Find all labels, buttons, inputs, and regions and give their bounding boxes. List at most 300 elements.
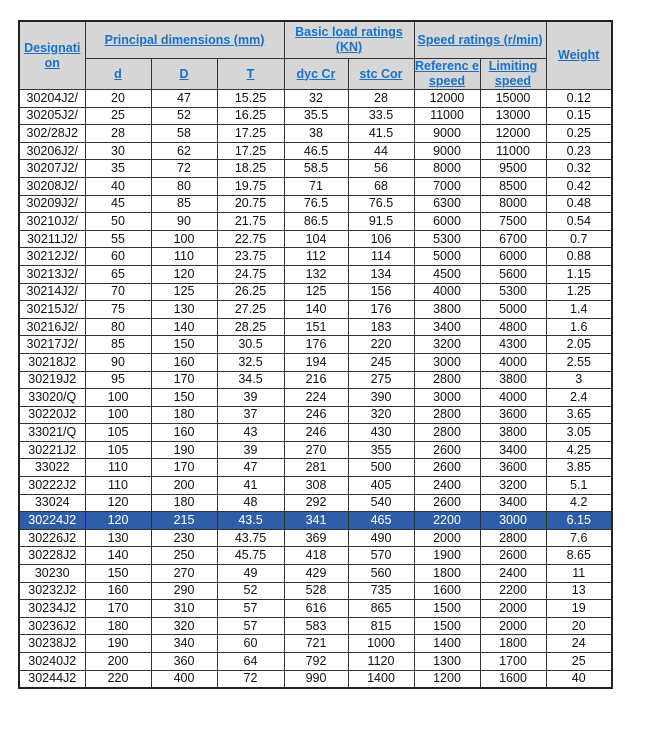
cell-weight: 0.15 bbox=[546, 107, 612, 125]
cell-stc-cor: 355 bbox=[348, 441, 414, 459]
cell-d: 160 bbox=[85, 582, 151, 600]
cell-weight: 19 bbox=[546, 600, 612, 618]
cell-weight: 0.42 bbox=[546, 177, 612, 195]
header-speed-ratings: Speed ratings (r/min) bbox=[414, 21, 546, 59]
cell-designation: 30222J2 bbox=[19, 477, 85, 495]
cell-limiting-speed: 1600 bbox=[480, 670, 546, 688]
table-row bbox=[19, 195, 612, 213]
cell-reference-speed: 2200 bbox=[414, 512, 480, 530]
cell-D: 130 bbox=[151, 301, 217, 319]
cell-weight: 2.4 bbox=[546, 389, 612, 407]
cell-D: 110 bbox=[151, 248, 217, 266]
cell-T: 57 bbox=[217, 600, 284, 618]
cell-T: 60 bbox=[217, 635, 284, 653]
table-row bbox=[19, 617, 612, 635]
cell-limiting-speed: 8500 bbox=[480, 177, 546, 195]
table-header bbox=[19, 21, 612, 90]
cell-designation: 33020/Q bbox=[19, 389, 85, 407]
cell-stc-cor: 114 bbox=[348, 248, 414, 266]
cell-stc-cor: 490 bbox=[348, 529, 414, 547]
cell-weight: 0.25 bbox=[546, 125, 612, 143]
cell-reference-speed: 5000 bbox=[414, 248, 480, 266]
cell-weight: 2.55 bbox=[546, 353, 612, 371]
cell-T: 43.75 bbox=[217, 529, 284, 547]
cell-stc-cor: 44 bbox=[348, 142, 414, 160]
cell-dyc-cr: 112 bbox=[284, 248, 348, 266]
cell-stc-cor: 220 bbox=[348, 336, 414, 354]
table-row bbox=[19, 600, 612, 618]
cell-designation: 30238J2 bbox=[19, 635, 85, 653]
table-row bbox=[19, 213, 612, 231]
cell-d: 35 bbox=[85, 160, 151, 178]
cell-weight: 3.05 bbox=[546, 424, 612, 442]
cell-D: 52 bbox=[151, 107, 217, 125]
cell-dyc-cr: 341 bbox=[284, 512, 348, 530]
cell-D: 160 bbox=[151, 353, 217, 371]
cell-designation: 30221J2 bbox=[19, 441, 85, 459]
cell-reference-speed: 5300 bbox=[414, 230, 480, 248]
cell-limiting-speed: 5000 bbox=[480, 301, 546, 319]
cell-D: 360 bbox=[151, 653, 217, 671]
cell-designation: 30232J2 bbox=[19, 582, 85, 600]
cell-T: 64 bbox=[217, 653, 284, 671]
cell-reference-speed: 3000 bbox=[414, 389, 480, 407]
cell-weight: 4.25 bbox=[546, 441, 612, 459]
cell-designation: 33021/Q bbox=[19, 424, 85, 442]
cell-reference-speed: 1300 bbox=[414, 653, 480, 671]
cell-dyc-cr: 76.5 bbox=[284, 195, 348, 213]
table-row bbox=[19, 283, 612, 301]
cell-reference-speed: 1900 bbox=[414, 547, 480, 565]
cell-weight: 0.48 bbox=[546, 195, 612, 213]
cell-dyc-cr: 176 bbox=[284, 336, 348, 354]
cell-weight: 6.15 bbox=[546, 512, 612, 530]
cell-limiting-speed: 4300 bbox=[480, 336, 546, 354]
cell-limiting-speed: 6700 bbox=[480, 230, 546, 248]
cell-dyc-cr: 194 bbox=[284, 353, 348, 371]
cell-reference-speed: 1800 bbox=[414, 565, 480, 583]
cell-reference-speed: 8000 bbox=[414, 160, 480, 178]
cell-stc-cor: 245 bbox=[348, 353, 414, 371]
cell-T: 26.25 bbox=[217, 283, 284, 301]
cell-reference-speed: 3800 bbox=[414, 301, 480, 319]
cell-limiting-speed: 6000 bbox=[480, 248, 546, 266]
cell-dyc-cr: 46.5 bbox=[284, 142, 348, 160]
table-row bbox=[19, 177, 612, 195]
cell-weight: 0.88 bbox=[546, 248, 612, 266]
cell-d: 100 bbox=[85, 406, 151, 424]
cell-reference-speed: 9000 bbox=[414, 125, 480, 143]
cell-weight: 3 bbox=[546, 371, 612, 389]
cell-T: 39 bbox=[217, 389, 284, 407]
cell-stc-cor: 33.5 bbox=[348, 107, 414, 125]
cell-designation: 30226J2 bbox=[19, 529, 85, 547]
cell-dyc-cr: 216 bbox=[284, 371, 348, 389]
cell-D: 400 bbox=[151, 670, 217, 688]
header-T: T bbox=[217, 59, 284, 90]
cell-dyc-cr: 308 bbox=[284, 477, 348, 495]
cell-T: 32.5 bbox=[217, 353, 284, 371]
cell-reference-speed: 1200 bbox=[414, 670, 480, 688]
cell-limiting-speed: 3600 bbox=[480, 406, 546, 424]
cell-reference-speed: 2600 bbox=[414, 459, 480, 477]
cell-d: 60 bbox=[85, 248, 151, 266]
cell-reference-speed: 1600 bbox=[414, 582, 480, 600]
cell-limiting-speed: 7500 bbox=[480, 213, 546, 231]
cell-weight: 1.15 bbox=[546, 265, 612, 283]
cell-reference-speed: 4000 bbox=[414, 283, 480, 301]
cell-d: 90 bbox=[85, 353, 151, 371]
cell-stc-cor: 156 bbox=[348, 283, 414, 301]
cell-D: 47 bbox=[151, 90, 217, 108]
cell-weight: 40 bbox=[546, 670, 612, 688]
table-row bbox=[19, 635, 612, 653]
cell-designation: 30204J2/ bbox=[19, 90, 85, 108]
cell-D: 250 bbox=[151, 547, 217, 565]
cell-D: 215 bbox=[151, 512, 217, 530]
table-row bbox=[19, 265, 612, 283]
table-row bbox=[19, 142, 612, 160]
cell-stc-cor: 430 bbox=[348, 424, 414, 442]
cell-designation: 30214J2/ bbox=[19, 283, 85, 301]
cell-d: 190 bbox=[85, 635, 151, 653]
cell-limiting-speed: 9500 bbox=[480, 160, 546, 178]
table-row bbox=[19, 565, 612, 583]
cell-weight: 0.12 bbox=[546, 90, 612, 108]
cell-designation: 30234J2 bbox=[19, 600, 85, 618]
header-D: D bbox=[151, 59, 217, 90]
cell-weight: 8.65 bbox=[546, 547, 612, 565]
cell-d: 110 bbox=[85, 459, 151, 477]
table-row bbox=[19, 406, 612, 424]
table-row bbox=[19, 494, 612, 512]
cell-T: 45.75 bbox=[217, 547, 284, 565]
cell-designation: 30210J2/ bbox=[19, 213, 85, 231]
table-row bbox=[19, 318, 612, 336]
cell-T: 23.75 bbox=[217, 248, 284, 266]
cell-D: 170 bbox=[151, 371, 217, 389]
header-basic-load-ratings: Basic load ratings (KN) bbox=[284, 21, 414, 59]
cell-dyc-cr: 721 bbox=[284, 635, 348, 653]
cell-designation: 30218J2 bbox=[19, 353, 85, 371]
header-d: d bbox=[85, 59, 151, 90]
cell-designation: 33024 bbox=[19, 494, 85, 512]
cell-D: 150 bbox=[151, 389, 217, 407]
cell-d: 50 bbox=[85, 213, 151, 231]
cell-dyc-cr: 86.5 bbox=[284, 213, 348, 231]
cell-stc-cor: 735 bbox=[348, 582, 414, 600]
cell-d: 25 bbox=[85, 107, 151, 125]
cell-T: 16.25 bbox=[217, 107, 284, 125]
cell-limiting-speed: 3400 bbox=[480, 441, 546, 459]
header-limiting-speed: Limiting speed bbox=[480, 59, 546, 90]
cell-d: 55 bbox=[85, 230, 151, 248]
cell-T: 47 bbox=[217, 459, 284, 477]
table-row bbox=[19, 371, 612, 389]
cell-T: 28.25 bbox=[217, 318, 284, 336]
cell-stc-cor: 183 bbox=[348, 318, 414, 336]
cell-weight: 1.4 bbox=[546, 301, 612, 319]
cell-T: 57 bbox=[217, 617, 284, 635]
cell-stc-cor: 500 bbox=[348, 459, 414, 477]
cell-d: 200 bbox=[85, 653, 151, 671]
cell-D: 72 bbox=[151, 160, 217, 178]
bearing-spec-table bbox=[18, 20, 613, 689]
cell-weight: 0.54 bbox=[546, 213, 612, 231]
cell-weight: 24 bbox=[546, 635, 612, 653]
cell-T: 43.5 bbox=[217, 512, 284, 530]
header-principal-dimensions: Principal dimensions (mm) bbox=[85, 21, 284, 59]
cell-weight: 7.6 bbox=[546, 529, 612, 547]
cell-D: 160 bbox=[151, 424, 217, 442]
cell-limiting-speed: 4000 bbox=[480, 353, 546, 371]
table-row bbox=[19, 653, 612, 671]
cell-D: 180 bbox=[151, 406, 217, 424]
cell-d: 170 bbox=[85, 600, 151, 618]
cell-dyc-cr: 418 bbox=[284, 547, 348, 565]
cell-dyc-cr: 224 bbox=[284, 389, 348, 407]
cell-designation: 30212J2/ bbox=[19, 248, 85, 266]
cell-limiting-speed: 2200 bbox=[480, 582, 546, 600]
cell-d: 140 bbox=[85, 547, 151, 565]
cell-D: 200 bbox=[151, 477, 217, 495]
cell-d: 65 bbox=[85, 265, 151, 283]
table-row bbox=[19, 125, 612, 143]
cell-d: 40 bbox=[85, 177, 151, 195]
table-row bbox=[19, 248, 612, 266]
cell-designation: 30211J2/ bbox=[19, 230, 85, 248]
cell-stc-cor: 275 bbox=[348, 371, 414, 389]
cell-reference-speed: 2800 bbox=[414, 424, 480, 442]
cell-limiting-speed: 4000 bbox=[480, 389, 546, 407]
cell-T: 15.25 bbox=[217, 90, 284, 108]
cell-designation: 30207J2/ bbox=[19, 160, 85, 178]
cell-designation: 30208J2/ bbox=[19, 177, 85, 195]
cell-limiting-speed: 3800 bbox=[480, 371, 546, 389]
cell-weight: 25 bbox=[546, 653, 612, 671]
cell-reference-speed: 2400 bbox=[414, 477, 480, 495]
cell-d: 120 bbox=[85, 512, 151, 530]
cell-limiting-speed: 3200 bbox=[480, 477, 546, 495]
cell-d: 180 bbox=[85, 617, 151, 635]
cell-weight: 11 bbox=[546, 565, 612, 583]
cell-stc-cor: 865 bbox=[348, 600, 414, 618]
cell-weight: 1.6 bbox=[546, 318, 612, 336]
cell-dyc-cr: 792 bbox=[284, 653, 348, 671]
cell-d: 45 bbox=[85, 195, 151, 213]
cell-limiting-speed: 3800 bbox=[480, 424, 546, 442]
header-stc-cor: stc Cor bbox=[348, 59, 414, 90]
cell-weight: 20 bbox=[546, 617, 612, 635]
cell-stc-cor: 68 bbox=[348, 177, 414, 195]
cell-T: 43 bbox=[217, 424, 284, 442]
cell-reference-speed: 2600 bbox=[414, 494, 480, 512]
cell-dyc-cr: 292 bbox=[284, 494, 348, 512]
cell-dyc-cr: 32 bbox=[284, 90, 348, 108]
cell-d: 130 bbox=[85, 529, 151, 547]
cell-weight: 13 bbox=[546, 582, 612, 600]
table-row bbox=[19, 582, 612, 600]
cell-designation: 30224J2 bbox=[19, 512, 85, 530]
cell-T: 34.5 bbox=[217, 371, 284, 389]
cell-limiting-speed: 2000 bbox=[480, 600, 546, 618]
cell-designation: 30219J2 bbox=[19, 371, 85, 389]
cell-stc-cor: 1400 bbox=[348, 670, 414, 688]
cell-D: 58 bbox=[151, 125, 217, 143]
cell-d: 20 bbox=[85, 90, 151, 108]
cell-d: 105 bbox=[85, 441, 151, 459]
cell-stc-cor: 134 bbox=[348, 265, 414, 283]
cell-dyc-cr: 528 bbox=[284, 582, 348, 600]
cell-limiting-speed: 2400 bbox=[480, 565, 546, 583]
cell-reference-speed: 11000 bbox=[414, 107, 480, 125]
cell-dyc-cr: 270 bbox=[284, 441, 348, 459]
header-dyc-cr: dyc Cr bbox=[284, 59, 348, 90]
cell-dyc-cr: 38 bbox=[284, 125, 348, 143]
cell-dyc-cr: 58.5 bbox=[284, 160, 348, 178]
cell-D: 140 bbox=[151, 318, 217, 336]
table-body bbox=[19, 90, 612, 689]
cell-d: 95 bbox=[85, 371, 151, 389]
cell-T: 72 bbox=[217, 670, 284, 688]
header-designation: Designati on bbox=[19, 21, 85, 90]
cell-dyc-cr: 990 bbox=[284, 670, 348, 688]
cell-d: 30 bbox=[85, 142, 151, 160]
cell-dyc-cr: 151 bbox=[284, 318, 348, 336]
cell-dyc-cr: 281 bbox=[284, 459, 348, 477]
cell-D: 290 bbox=[151, 582, 217, 600]
cell-stc-cor: 106 bbox=[348, 230, 414, 248]
cell-T: 18.25 bbox=[217, 160, 284, 178]
cell-T: 17.25 bbox=[217, 125, 284, 143]
cell-dyc-cr: 35.5 bbox=[284, 107, 348, 125]
cell-stc-cor: 540 bbox=[348, 494, 414, 512]
table-row bbox=[19, 90, 612, 108]
cell-D: 90 bbox=[151, 213, 217, 231]
cell-limiting-speed: 15000 bbox=[480, 90, 546, 108]
cell-d: 28 bbox=[85, 125, 151, 143]
cell-designation: 30206J2/ bbox=[19, 142, 85, 160]
table-row bbox=[19, 547, 612, 565]
cell-stc-cor: 28 bbox=[348, 90, 414, 108]
cell-dyc-cr: 246 bbox=[284, 406, 348, 424]
table-row bbox=[19, 477, 612, 495]
cell-reference-speed: 9000 bbox=[414, 142, 480, 160]
cell-D: 120 bbox=[151, 265, 217, 283]
table-row bbox=[19, 353, 612, 371]
cell-limiting-speed: 4800 bbox=[480, 318, 546, 336]
cell-dyc-cr: 125 bbox=[284, 283, 348, 301]
cell-reference-speed: 1500 bbox=[414, 600, 480, 618]
table-row bbox=[19, 529, 612, 547]
cell-D: 125 bbox=[151, 283, 217, 301]
cell-limiting-speed: 3600 bbox=[480, 459, 546, 477]
cell-reference-speed: 2600 bbox=[414, 441, 480, 459]
cell-designation: 302/28J2 bbox=[19, 125, 85, 143]
cell-weight: 3.85 bbox=[546, 459, 612, 477]
cell-limiting-speed: 2000 bbox=[480, 617, 546, 635]
cell-stc-cor: 815 bbox=[348, 617, 414, 635]
cell-T: 37 bbox=[217, 406, 284, 424]
cell-limiting-speed: 2600 bbox=[480, 547, 546, 565]
cell-stc-cor: 465 bbox=[348, 512, 414, 530]
cell-weight: 3.65 bbox=[546, 406, 612, 424]
cell-T: 49 bbox=[217, 565, 284, 583]
cell-T: 30.5 bbox=[217, 336, 284, 354]
cell-weight: 0.7 bbox=[546, 230, 612, 248]
cell-designation: 33022 bbox=[19, 459, 85, 477]
cell-reference-speed: 1400 bbox=[414, 635, 480, 653]
table-row bbox=[19, 512, 612, 530]
cell-T: 24.75 bbox=[217, 265, 284, 283]
cell-D: 230 bbox=[151, 529, 217, 547]
cell-stc-cor: 570 bbox=[348, 547, 414, 565]
table-row bbox=[19, 230, 612, 248]
header-reference-speed: Referenc e speed bbox=[415, 59, 479, 88]
cell-limiting-speed: 1800 bbox=[480, 635, 546, 653]
cell-designation: 30240J2 bbox=[19, 653, 85, 671]
cell-limiting-speed: 13000 bbox=[480, 107, 546, 125]
cell-reference-speed: 7000 bbox=[414, 177, 480, 195]
cell-dyc-cr: 369 bbox=[284, 529, 348, 547]
cell-d: 120 bbox=[85, 494, 151, 512]
cell-limiting-speed: 12000 bbox=[480, 125, 546, 143]
cell-reference-speed: 3400 bbox=[414, 318, 480, 336]
cell-weight: 0.32 bbox=[546, 160, 612, 178]
cell-designation: 30217J2/ bbox=[19, 336, 85, 354]
cell-D: 62 bbox=[151, 142, 217, 160]
cell-limiting-speed: 5300 bbox=[480, 283, 546, 301]
cell-T: 17.25 bbox=[217, 142, 284, 160]
cell-dyc-cr: 104 bbox=[284, 230, 348, 248]
cell-d: 220 bbox=[85, 670, 151, 688]
cell-reference-speed: 6300 bbox=[414, 195, 480, 213]
table-row bbox=[19, 670, 612, 688]
cell-limiting-speed: 11000 bbox=[480, 142, 546, 160]
cell-d: 75 bbox=[85, 301, 151, 319]
cell-reference-speed: 12000 bbox=[414, 90, 480, 108]
cell-reference-speed: 3000 bbox=[414, 353, 480, 371]
cell-designation: 30213J2/ bbox=[19, 265, 85, 283]
cell-designation: 30209J2/ bbox=[19, 195, 85, 213]
cell-T: 41 bbox=[217, 477, 284, 495]
cell-stc-cor: 41.5 bbox=[348, 125, 414, 143]
cell-d: 80 bbox=[85, 318, 151, 336]
cell-limiting-speed: 5600 bbox=[480, 265, 546, 283]
header-weight: Weight bbox=[546, 21, 612, 90]
cell-stc-cor: 91.5 bbox=[348, 213, 414, 231]
cell-d: 85 bbox=[85, 336, 151, 354]
cell-T: 48 bbox=[217, 494, 284, 512]
cell-reference-speed: 6000 bbox=[414, 213, 480, 231]
table-row bbox=[19, 107, 612, 125]
cell-d: 100 bbox=[85, 389, 151, 407]
table-row bbox=[19, 160, 612, 178]
cell-limiting-speed: 2800 bbox=[480, 529, 546, 547]
table-row bbox=[19, 336, 612, 354]
table-row bbox=[19, 424, 612, 442]
cell-weight: 0.23 bbox=[546, 142, 612, 160]
cell-stc-cor: 76.5 bbox=[348, 195, 414, 213]
cell-designation: 30236J2 bbox=[19, 617, 85, 635]
cell-limiting-speed: 1700 bbox=[480, 653, 546, 671]
cell-weight: 4.2 bbox=[546, 494, 612, 512]
cell-D: 80 bbox=[151, 177, 217, 195]
cell-d: 150 bbox=[85, 565, 151, 583]
cell-limiting-speed: 3400 bbox=[480, 494, 546, 512]
cell-d: 70 bbox=[85, 283, 151, 301]
cell-T: 27.25 bbox=[217, 301, 284, 319]
